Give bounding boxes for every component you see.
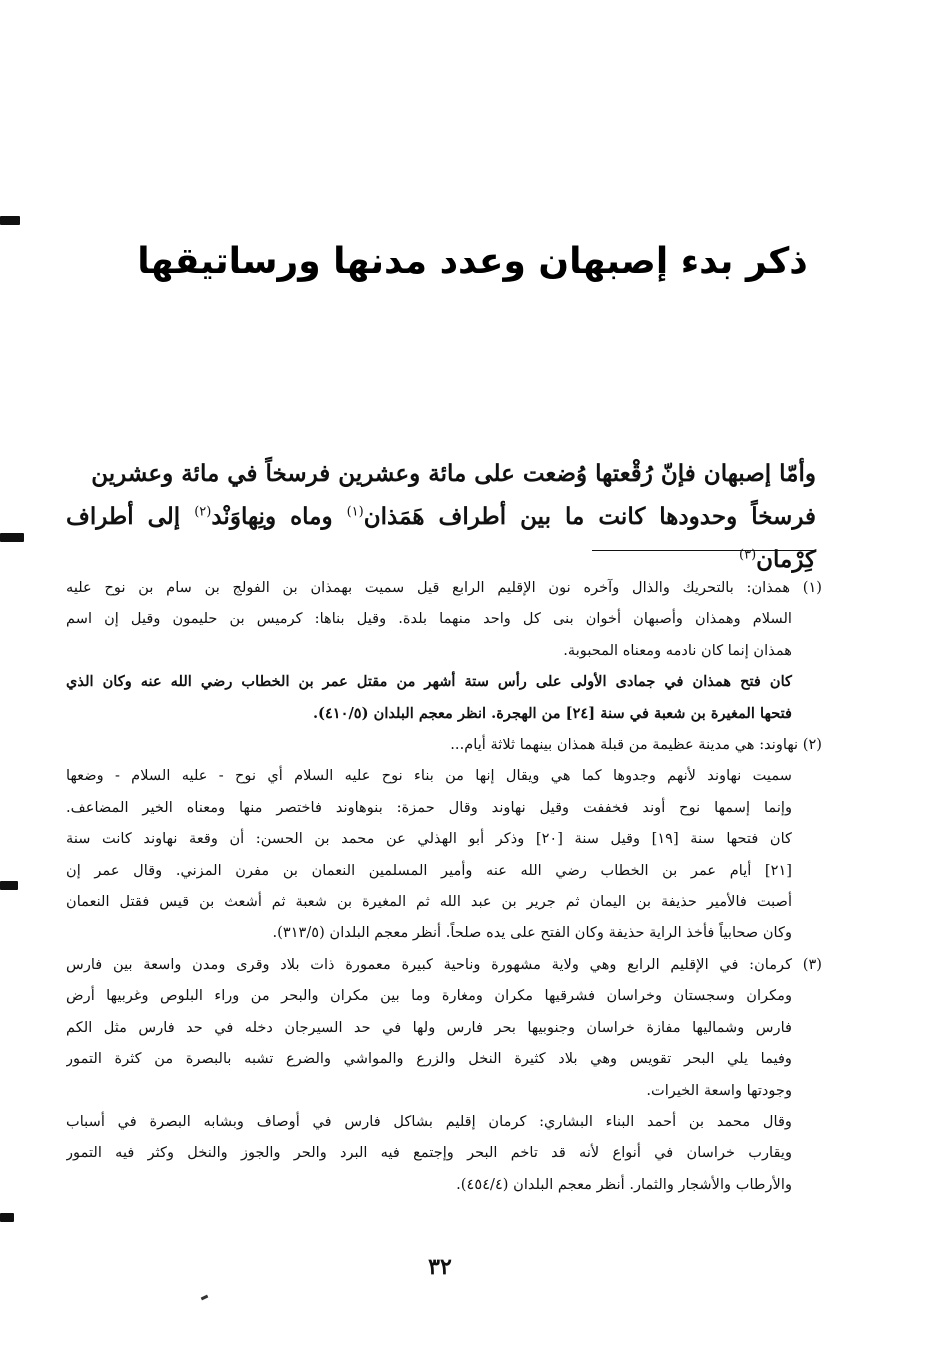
main-paragraph xyxy=(66,452,816,581)
footnote-line: كان فتحها سنة [١٩] وقيل سنة [٢٠] وذكر أبو الهذلي عن محمد بن الحسن: أن وقعة نهاوند كانت سنة xyxy=(66,830,792,848)
footnote-ref-2: (٢) xyxy=(194,504,212,520)
main-line-1: وأمّا إصبهان فإنّ رُقْعتها وُضعت على مائة وعشرين فرسخاً في مائة وعشرين xyxy=(91,460,816,487)
footnote-1 xyxy=(66,572,822,729)
footnote-line: والأرطاب والأشجار والثمار. أنظر معجم البلدان (٤٥٤/٤). xyxy=(456,1175,792,1193)
footnote-ref-3: (٣) xyxy=(739,547,757,563)
footnote-line: ومكران وسجستان وخراسان فشرقيها مكران ومغارة وما بين مكران والبحر من وراء البلوص وغربيها أرض xyxy=(66,987,792,1005)
chapter-title: ذكر بدء إصبهان وعدد مدنها ورساتيقها xyxy=(137,241,808,282)
footnotes xyxy=(66,572,822,1200)
footnote-line: همذان إنما كان نادمه ومعناه المحبوبة. xyxy=(563,641,792,659)
main-line-2-part-a: فرسخاً وحدودها كانت ما بين أطراف هَمَذان xyxy=(363,503,817,530)
footnote-line: (١) همذان: بالتحريك والذال وآخره نون الإقليم الرابع قيل سميت بهمذان بن الفولج بن سام بن نوح عليه xyxy=(66,579,822,596)
footnote-line: وجودتها واسعة الخيرات. xyxy=(646,1081,792,1099)
footnote-3 xyxy=(66,949,822,1200)
footnote-line: فارس وشماليها مفازة خراسان وجنوبيها بحر فارس ولها في حد السيرجان دخله في حد فارس مثل الكم xyxy=(66,1018,792,1036)
footnote-line: وقال محمد بن أحمد البناء البشاري: كرمان إقليم بشاكل فارس في أوصاف وبشابه البصرة في أسباب xyxy=(66,1112,792,1130)
footnote-line: وكان صحابياً فأخذ الراية حذيفة وكان الفتح على يده صلحاً. أنظر معجم البلدان (٣١٣/٥). xyxy=(272,924,792,942)
page-number: ٣٢ xyxy=(428,1254,452,1280)
scan-edge-mark xyxy=(0,533,24,542)
main-line-2 xyxy=(66,495,816,581)
footnote-2 xyxy=(66,729,822,949)
footnote-line: وإنما إسمها نوح أوند فخففت وقيل نهاوند وقال حمزة: بنوهاوند فاختصر منها ومعناه الخير المضاعف. xyxy=(66,798,792,816)
footnote-ref-1: (١) xyxy=(346,504,364,520)
main-line-2-part-b: وماه ونِهاوَنْد xyxy=(211,503,347,530)
footnote-line: [٢١] أيام عمر بن الخطاب رضي الله عنه وأمير المسلمين النعمان بن مفرن المزني. وقال عمر إن xyxy=(66,861,792,879)
footnote-line: وفيما يلي البحر تقويس وهي بلاد كثيرة النخل والزرع والمواشي والضرع تشبه بالبصرة من كثرة التمور xyxy=(66,1050,792,1068)
scan-edge-mark xyxy=(0,1213,14,1222)
scan-edge-mark xyxy=(0,216,20,225)
footnote-line: السلام وهمذان وأصبهان أخوان بنى كل واحد منهما بلدة. وقيل بناها: كرميس بن حليمون وقيل إن اسم xyxy=(66,610,792,628)
footnote-line: (٣) كرمان: في الإقليم الرابع وهي ولاية مشهورة وناحية كبيرة معمورة ذات بلاد وقرى ومدن واسعة بين فارس xyxy=(66,955,822,973)
footnote-line: ويقارب خراسان في أنواع لأنه قد تاخم البحر وإجتمع فيه البرد والحر والجوز والنخل وكثر فيه التمور xyxy=(66,1144,792,1162)
footnote-line: كان فتح همذان في جمادى الأولى على رأس ستة أشهر من مقتل عمر بن الخطاب رضي الله عنه وكان الذي xyxy=(66,673,792,691)
scan-speck xyxy=(201,1295,209,1301)
footnote-line: سميت نهاوند لأنهم وجدوها كما هي ويقال إنها من بناء نوح عليه السلام أي نوح - عليه السلام - وضعها xyxy=(66,767,792,785)
footnote-line: فتحها المغيرة بن شعبة في سنة [٢٤] من الهجرة. انظر معجم البلدان (٤١٠/٥). xyxy=(312,704,792,722)
main-line-2-part-c: إلى أطراف كِرْمان xyxy=(66,503,816,573)
footnote-line: (٢) نهاوند: هي مدينة عظيمة من قبلة همذان بينهما ثلاثة أيام... xyxy=(450,736,822,754)
scan-edge-mark xyxy=(0,881,18,890)
footnote-line: أصبت فالأمير حذيفة بن اليمان ثم جرير بن عبد الله ثم المغيرة بن شعبة ثم أشعث بن قيس فقتل النعمان xyxy=(66,893,792,911)
footnote-separator xyxy=(592,550,816,551)
